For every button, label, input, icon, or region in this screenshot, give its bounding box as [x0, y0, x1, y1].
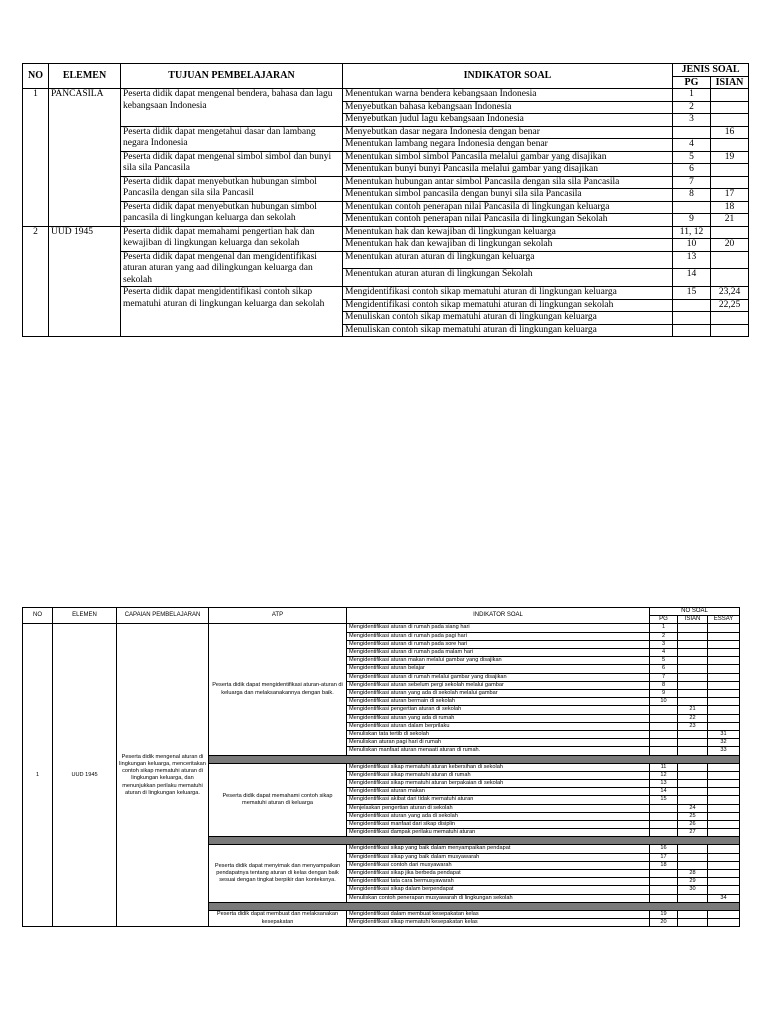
isian-number-cell: [678, 845, 708, 853]
separator-cell: [209, 902, 740, 910]
essay-number-cell: [708, 788, 740, 796]
essay-number-cell: [708, 673, 740, 681]
indicator-cell: Menyebutkan bahasa kebangsaan Indonesia: [343, 101, 673, 114]
indicator-cell: Mengidentifikasi aturan di rumah pada pagi hari: [347, 632, 650, 640]
learning-goal-cell: Peserta didik dapat menyebutkan hubungan simbol pancasila di lingkungan keluarga dan sekolah: [121, 201, 343, 226]
pg-number-cell: 16: [650, 845, 678, 853]
pg-number-cell: [673, 324, 711, 337]
isian-number-cell: [711, 226, 749, 239]
indicator-cell: Mengidentifikasi sikap yang baik dalam musyawarah: [347, 853, 650, 861]
indicator-cell: Mengidentifikasi contoh sikap mematuhi aturan di lingkungan sekolah: [343, 299, 673, 312]
pg-number-cell: [650, 722, 678, 730]
indicator-cell: Menentukan bunyi bunyi Pancasila melalui gambar yang disajikan: [343, 164, 673, 177]
indicator-cell: Menentukan lambang negara Indonesia dengan benar: [343, 139, 673, 152]
pg-number-cell: 13: [650, 780, 678, 788]
isian-number-cell: 16: [711, 126, 749, 139]
essay-number-cell: [708, 853, 740, 861]
indicator-cell: Mengidentifikasi aturan yang ada di rumah: [347, 714, 650, 722]
indicator-cell: Mengidentifikasi aturan di rumah melalui gambar yang disajikan: [347, 673, 650, 681]
indicator-cell: Mengidentifikasi sikap mematuhi aturan di rumah: [347, 771, 650, 779]
isian-number-cell: [678, 853, 708, 861]
indicator-cell: Menentukan aturan aturan di lingkungan keluarga: [343, 251, 673, 269]
isian-number-cell: 26: [678, 821, 708, 829]
table-row: [23, 226, 749, 239]
pg-number-cell: 10: [673, 239, 711, 252]
header-tujuan: TUJUAN PEMBELAJARAN: [121, 64, 343, 89]
pg-number-cell: 14: [650, 788, 678, 796]
isian-number-cell: [711, 312, 749, 325]
isian-number-cell: 22: [678, 714, 708, 722]
separator-cell: [209, 755, 740, 763]
isian-number-cell: [678, 681, 708, 689]
pg-number-cell: [650, 870, 678, 878]
isian-number-cell: [678, 763, 708, 771]
pg-number-cell: 18: [650, 861, 678, 869]
essay-number-cell: [708, 861, 740, 869]
pg-number-cell: 8: [650, 681, 678, 689]
table-row: [23, 151, 749, 164]
pg-number-cell: 20: [650, 919, 678, 927]
pg-number-cell: [673, 201, 711, 214]
isian-number-cell: [711, 89, 749, 102]
indicator-cell: Menyebutkan judul lagu kebangsaan Indonesia: [343, 114, 673, 127]
isian-number-cell: [678, 690, 708, 698]
header-essay: ESSAY: [708, 616, 740, 624]
isian-number-cell: 30: [678, 886, 708, 894]
pg-number-cell: 13: [673, 251, 711, 269]
essay-number-cell: [708, 796, 740, 804]
isian-number-cell: [678, 624, 708, 632]
question-grid-table-2: [22, 607, 740, 927]
table-row: [23, 201, 749, 214]
header-no: NO: [23, 608, 53, 624]
indicator-cell: Menentukan simbol simbol Pancasila melalui gambar yang disajikan: [343, 151, 673, 164]
row-number: 2: [23, 226, 49, 337]
indicator-cell: Mengidentifikasi akibat dari tidak mematuhi aturan: [347, 796, 650, 804]
pg-number-cell: 4: [650, 648, 678, 656]
isian-number-cell: [711, 101, 749, 114]
essay-number-cell: [708, 698, 740, 706]
essay-number-cell: [708, 640, 740, 648]
essay-number-cell: [708, 829, 740, 837]
pg-number-cell: 10: [650, 698, 678, 706]
pg-number-cell: 17: [650, 853, 678, 861]
essay-number-cell: [708, 886, 740, 894]
isian-number-cell: [678, 632, 708, 640]
isian-number-cell: [711, 114, 749, 127]
pg-number-cell: 11: [650, 763, 678, 771]
isian-number-cell: 29: [678, 878, 708, 886]
separator-cell: [209, 837, 740, 845]
isian-number-cell: 28: [678, 870, 708, 878]
pg-number-cell: 3: [650, 640, 678, 648]
pg-number-cell: [650, 886, 678, 894]
pg-number-cell: [673, 126, 711, 139]
pg-number-cell: [650, 821, 678, 829]
essay-number-cell: [708, 763, 740, 771]
essay-number-cell: [708, 771, 740, 779]
essay-number-cell: 32: [708, 739, 740, 747]
isian-number-cell: [678, 910, 708, 918]
isian-number-cell: 24: [678, 804, 708, 812]
essay-number-cell: [708, 632, 740, 640]
pg-number-cell: 1: [650, 624, 678, 632]
isian-number-cell: 22,25: [711, 299, 749, 312]
header-indikator: INDIKATOR SOAL: [347, 608, 650, 624]
indicator-cell: Mengidentifikasi aturan makan melalui gambar yang disajikan: [347, 657, 650, 665]
pg-number-cell: [650, 706, 678, 714]
learning-goal-cell: Peserta didik dapat mengenal dan mengidentifikasi aturan aturan yang aad dilingkungan keluarga dan sekolah: [121, 251, 343, 287]
element-cell: UUD 1945: [49, 226, 121, 337]
pg-number-cell: 9: [673, 214, 711, 227]
pg-number-cell: 3: [673, 114, 711, 127]
isian-number-cell: 20: [711, 239, 749, 252]
essay-number-cell: [708, 714, 740, 722]
indicator-cell: Mengidentifikasi sikap jika berbeda pendapat: [347, 870, 650, 878]
indicator-cell: Menentukan aturan aturan di lingkungan Sekolah: [343, 269, 673, 287]
essay-number-cell: [708, 919, 740, 927]
isian-number-cell: [678, 861, 708, 869]
isian-number-cell: [678, 796, 708, 804]
pg-number-cell: [650, 714, 678, 722]
atp-cell: Peserta didik dapat menyimak dan menyampaikan pendapatnya tentang aturan di kelas dengan baik sesuai dengan tingkat berpikir dan konteksnya.: [209, 845, 347, 902]
indicator-cell: Menuliskan tata tertib di sekolah: [347, 731, 650, 739]
isian-number-cell: 17: [711, 189, 749, 202]
learning-goal-cell: Peserta didik dapat memahami pengertian hak dan kewajiban di lingkungan keluarga dan sekolah: [121, 226, 343, 251]
pg-number-cell: 4: [673, 139, 711, 152]
indicator-cell: Menuliskan manfaat aturan menaati aturan di rumah.: [347, 747, 650, 755]
pg-number-cell: 2: [650, 632, 678, 640]
essay-number-cell: [708, 690, 740, 698]
isian-number-cell: 21: [711, 214, 749, 227]
indicator-cell: Mengidentifikasi sikap dalam berpendapat: [347, 886, 650, 894]
isian-number-cell: [678, 788, 708, 796]
indicator-cell: Menyebutkan dasar negara Indonesia dengan benar: [343, 126, 673, 139]
indicator-cell: Mengidentifikasi contoh sikap mematuhi aturan di lingkungan keluarga: [343, 287, 673, 300]
pg-number-cell: [650, 731, 678, 739]
isian-number-cell: [678, 771, 708, 779]
header-pg: PG: [673, 76, 711, 89]
indicator-cell: Mengidentifikasi sikap mematuhi kesepakatan kelas: [347, 919, 650, 927]
indicator-cell: Mengidentifikasi aturan di rumah pada sore hari: [347, 640, 650, 648]
learning-goal-cell: Peserta didik dapat mengenal simbol simbol dan bunyi sila sila Pancasila: [121, 151, 343, 176]
isian-number-cell: [711, 164, 749, 177]
table-row: [23, 251, 749, 269]
essay-number-cell: [708, 804, 740, 812]
pg-number-cell: [650, 739, 678, 747]
isian-number-cell: 23: [678, 722, 708, 730]
isian-number-cell: 21: [678, 706, 708, 714]
essay-number-cell: 34: [708, 894, 740, 902]
isian-number-cell: [711, 176, 749, 189]
essay-number-cell: [708, 870, 740, 878]
indicator-cell: Mengidentifikasi aturan makan: [347, 788, 650, 796]
essay-number-cell: [708, 821, 740, 829]
indicator-cell: Mengidentifikasi aturan di rumah pada malam hari: [347, 648, 650, 656]
isian-number-cell: [678, 657, 708, 665]
indicator-cell: Mengidentifikasi sikap mematuhi aturan berpakaian di sekolah: [347, 780, 650, 788]
essay-number-cell: [708, 648, 740, 656]
pg-number-cell: 15: [673, 287, 711, 300]
indicator-cell: Mengidentifikasi sikap mematuhi aturan kebersihan di sekolah: [347, 763, 650, 771]
table-row: [23, 287, 749, 300]
indicator-cell: Menuliskan contoh sikap mematuhi aturan di lingkungan keluarga: [343, 312, 673, 325]
header-elemen: ELEMEN: [53, 608, 117, 624]
pg-number-cell: 15: [650, 796, 678, 804]
pg-number-cell: 7: [650, 673, 678, 681]
essay-number-cell: [708, 657, 740, 665]
essay-number-cell: [708, 722, 740, 730]
pg-number-cell: [650, 894, 678, 902]
header-elemen: ELEMEN: [49, 64, 121, 89]
pg-number-cell: [650, 829, 678, 837]
pg-number-cell: 19: [650, 910, 678, 918]
learning-goal-cell: Peserta didik dapat mengidentifikasi contoh sikap mematuhi aturan di lingkungan keluarga dan sekolah: [121, 287, 343, 337]
header-no: NO: [23, 64, 49, 89]
indicator-cell: Mengidentifikasi aturan bermain di sekolah: [347, 698, 650, 706]
atp-cell: Peserta didik dapat membuat dan melaksanakan kesepakatan: [209, 910, 347, 926]
atp-cell: Peserta didik dapat memahami contoh sikap mematuhi aturan di keluarga: [209, 763, 347, 837]
question-grid-table-1: [22, 63, 749, 337]
indicator-cell: Mengidentifikasi sikap yang baik dalam menyampaikan pendapat: [347, 845, 650, 853]
indicator-cell: Mengidentifikasi aturan yang ada di sekolah: [347, 812, 650, 820]
essay-number-cell: [708, 665, 740, 673]
learning-goal-cell: Peserta didik dapat mengetahui dasar dan lambang negara Indonesia: [121, 126, 343, 151]
learning-goal-cell: Peserta didik dapat menyebutkan hubungan simbol Pancasila dengan sila sila Pancasil: [121, 176, 343, 201]
header-isian: ISIAN: [711, 76, 749, 89]
pg-number-cell: 5: [650, 657, 678, 665]
pg-number-cell: 9: [650, 690, 678, 698]
isian-number-cell: [678, 731, 708, 739]
learning-outcome-cell: Peserta didik mengenal aturan di lingkungan keluarga, menceritakan contoh sikap mematuhi aturan di lingkungan keluarga, dan menunjukkan perilaku mematuhi aturan di lingkungan keluarga.: [117, 624, 209, 927]
pg-number-cell: [650, 878, 678, 886]
indicator-cell: Mengidentifikasi dampak perilaku mematuhi aturan: [347, 829, 650, 837]
pg-number-cell: [650, 804, 678, 812]
indicator-cell: Mengidentifikasi aturan di rumah pada siang hari: [347, 624, 650, 632]
essay-number-cell: [708, 845, 740, 853]
table-row: [23, 126, 749, 139]
header-atp: ATP: [209, 608, 347, 624]
isian-number-cell: [678, 648, 708, 656]
indicator-cell: Mengidentifikasi aturan belajar: [347, 665, 650, 673]
indicator-cell: Menentukan contoh penerapan nilai Pancasila di lingkungan Sekolah: [343, 214, 673, 227]
indicator-cell: Mengidentifikasi dalam membuat kesepakatan kelas: [347, 910, 650, 918]
isian-number-cell: [678, 919, 708, 927]
essay-number-cell: [708, 624, 740, 632]
essay-number-cell: 31: [708, 731, 740, 739]
header-isian: ISIAN: [678, 616, 708, 624]
isian-number-cell: 18: [711, 201, 749, 214]
indicator-cell: Menentukan hak dan kewajiban di lingkungan sekolah: [343, 239, 673, 252]
indicator-cell: Menentukan contoh penerapan nilai Pancasila di lingkungan keluarga: [343, 201, 673, 214]
pg-number-cell: 5: [673, 151, 711, 164]
element-cell: PANCASILA: [49, 89, 121, 227]
isian-number-cell: [678, 894, 708, 902]
pg-number-cell: 8: [673, 189, 711, 202]
atp-cell: Peserta didik dapat mengidentifikasi aturan-aturan di keluarga dan melaksanakannya dengan baik.: [209, 624, 347, 755]
indicator-cell: Mengidentifikasi aturan yang ada di sekolah melalui gambar: [347, 690, 650, 698]
indicator-cell: Menjelaskan pengertian aturan di sekolah: [347, 804, 650, 812]
table-row: [23, 176, 749, 189]
isian-number-cell: [678, 698, 708, 706]
isian-number-cell: 23,24: [711, 287, 749, 300]
isian-number-cell: [678, 640, 708, 648]
essay-number-cell: 33: [708, 747, 740, 755]
pg-number-cell: [650, 812, 678, 820]
table-row: [23, 89, 749, 102]
pg-number-cell: [673, 299, 711, 312]
isian-number-cell: 19: [711, 151, 749, 164]
pg-number-cell: 1: [673, 89, 711, 102]
row-number: 1: [23, 89, 49, 227]
indicator-cell: Mengidentifikasi manfaat dari sikap disiplin: [347, 821, 650, 829]
header-jenis-soal: JENIS SOAL: [673, 64, 749, 77]
pg-number-cell: [650, 747, 678, 755]
isian-number-cell: 27: [678, 829, 708, 837]
header-no-soal: NO SOAL: [650, 608, 740, 616]
essay-number-cell: [708, 910, 740, 918]
isian-number-cell: [678, 665, 708, 673]
indicator-cell: Menuliskan contoh penerapan musyawarah di lingkungan sekolah: [347, 894, 650, 902]
indicator-cell: Menuliskan aturan pagi hari di rumah: [347, 739, 650, 747]
indicator-cell: Mengidentifikasi contoh dari musyawarah: [347, 861, 650, 869]
indicator-cell: Menentukan warna bendera kebangsaan Indonesia: [343, 89, 673, 102]
pg-number-cell: 11, 12: [673, 226, 711, 239]
indicator-cell: Menuliskan contoh sikap mematuhi aturan di lingkungan keluarga: [343, 324, 673, 337]
isian-number-cell: [711, 139, 749, 152]
isian-number-cell: [678, 673, 708, 681]
header-indikator: INDIKATOR SOAL: [343, 64, 673, 89]
indicator-cell: Menentukan simbol pancasila dengan bunyi sila sila Pancasila: [343, 189, 673, 202]
isian-number-cell: [711, 324, 749, 337]
pg-number-cell: 6: [650, 665, 678, 673]
isian-number-cell: 25: [678, 812, 708, 820]
indicator-cell: Mengidentifikasi pengertian aturan di sekolah: [347, 706, 650, 714]
pg-number-cell: 6: [673, 164, 711, 177]
row-number: 1: [23, 624, 53, 927]
isian-number-cell: [678, 780, 708, 788]
essay-number-cell: [708, 681, 740, 689]
indicator-cell: Mengidentifikasi aturan sebelum pergi sekolah melalui gambar: [347, 681, 650, 689]
isian-number-cell: [711, 269, 749, 287]
header-pg: PG: [650, 616, 678, 624]
isian-number-cell: [711, 251, 749, 269]
header-capaian: CAPAIAN PEMBELAJARAN: [117, 608, 209, 624]
essay-number-cell: [708, 812, 740, 820]
element-cell: UUD 1945: [53, 624, 117, 927]
pg-number-cell: 7: [673, 176, 711, 189]
essay-number-cell: [708, 706, 740, 714]
pg-number-cell: 12: [650, 771, 678, 779]
indicator-cell: Menentukan hak dan kewajiban di lingkungan keluarga: [343, 226, 673, 239]
essay-number-cell: [708, 878, 740, 886]
isian-number-cell: [678, 747, 708, 755]
table-row: [23, 624, 740, 632]
indicator-cell: Mengidentifikasi tata cara bermusyawarah: [347, 878, 650, 886]
essay-number-cell: [708, 780, 740, 788]
pg-number-cell: [673, 312, 711, 325]
pg-number-cell: 2: [673, 101, 711, 114]
pg-number-cell: 14: [673, 269, 711, 287]
indicator-cell: Mengidentifikasi aturan dalam berprilaku: [347, 722, 650, 730]
indicator-cell: Menentukan hubungan antar simbol Pancasila dengan sila sila Pancasila: [343, 176, 673, 189]
isian-number-cell: [678, 739, 708, 747]
learning-goal-cell: Peserta didik dapat mengenal bendera, bahasa dan lagu kebangsaan Indonesia: [121, 89, 343, 127]
